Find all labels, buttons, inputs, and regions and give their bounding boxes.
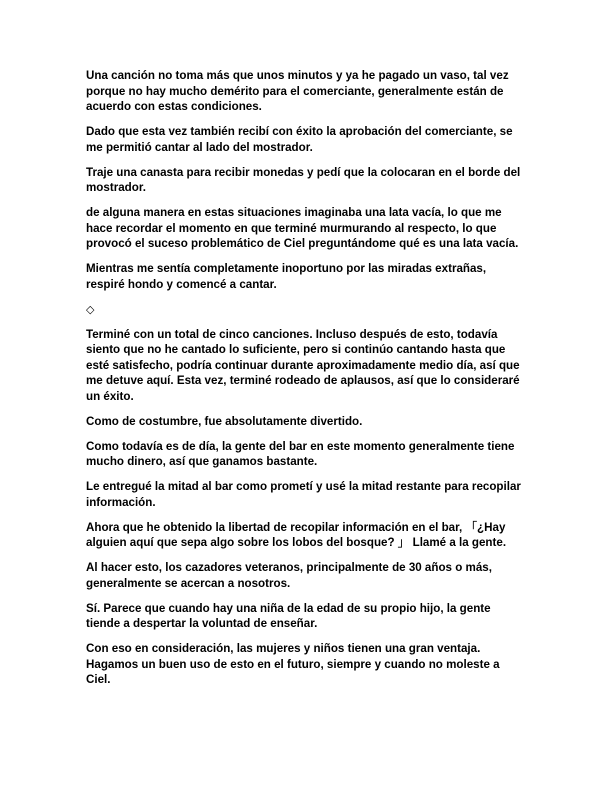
paragraph: Traje una canasta para recibir monedas y pedí que la colocaran en el borde del mostrador. — [86, 165, 521, 194]
paragraph: de alguna manera en estas situaciones imaginaba una lata vacía, lo que me hace recordar el momento en que terminé murmurando al respecto, lo que provocó el suceso problemático de Ciel preguntándome qué es una lata vacía. — [86, 206, 519, 250]
paragraph: Con eso en consideración, las mujeres y niños tienen una gran ventaja. Hagamos un buen uso de esto en el futuro, siempre y cuando no moleste a Ciel. — [86, 642, 500, 686]
paragraph: Al hacer esto, los cazadores veteranos, principalmente de 30 años o más, generalmente se acercan a nosotros. — [86, 561, 492, 590]
paragraph: Sí. Parece que cuando hay una niña de la edad de su propio hijo, la gente tiende a despertar la voluntad de enseñar. — [86, 601, 491, 630]
paragraph: Le entregué la mitad al bar como prometí y usé la mitad restante para recopilar información. — [86, 480, 521, 509]
paragraph: Ahora que he obtenido la libertad de recopilar información en el bar, 「¿Hay alguien aquí que sepa algo sobre los lobos del bosque? 」 Llamé a la gente. — [86, 520, 507, 549]
paragraph: Como todavía es de día, la gente del bar en este momento generalmente tiene mucho dinero, así que ganamos bastante. — [86, 439, 515, 468]
paragraph: Mientras me sentía completamente inoportuno por las miradas extrañas, respiré hondo y comencé a cantar. — [86, 262, 487, 291]
paragraph: Una canción no toma más que unos minutos y ya he pagado un vaso, tal vez porque no hay mucho demérito para el comerciante, generalmente están de acuerdo con estas condiciones. — [86, 69, 509, 113]
paragraph: Como de costumbre, fue absolutamente divertido. — [86, 414, 363, 428]
paragraph: Dado que esta vez también recibí con éxito la aprobación del comerciante, se me permitió cantar al lado del mostrador. — [86, 125, 513, 154]
section-break-diamond-icon: ◇ — [86, 302, 95, 316]
paragraph: Terminé con un total de cinco canciones. Incluso después de esto, todavía siento que no he cantado lo suficiente, pero si continúo cantando hasta que esté satisfecho, podría continuar durante aproximadamente medio día, así que me detuve aquí. Esta vez, terminé rodeado de aplausos, así que lo consideraré un éxito. — [86, 327, 520, 403]
